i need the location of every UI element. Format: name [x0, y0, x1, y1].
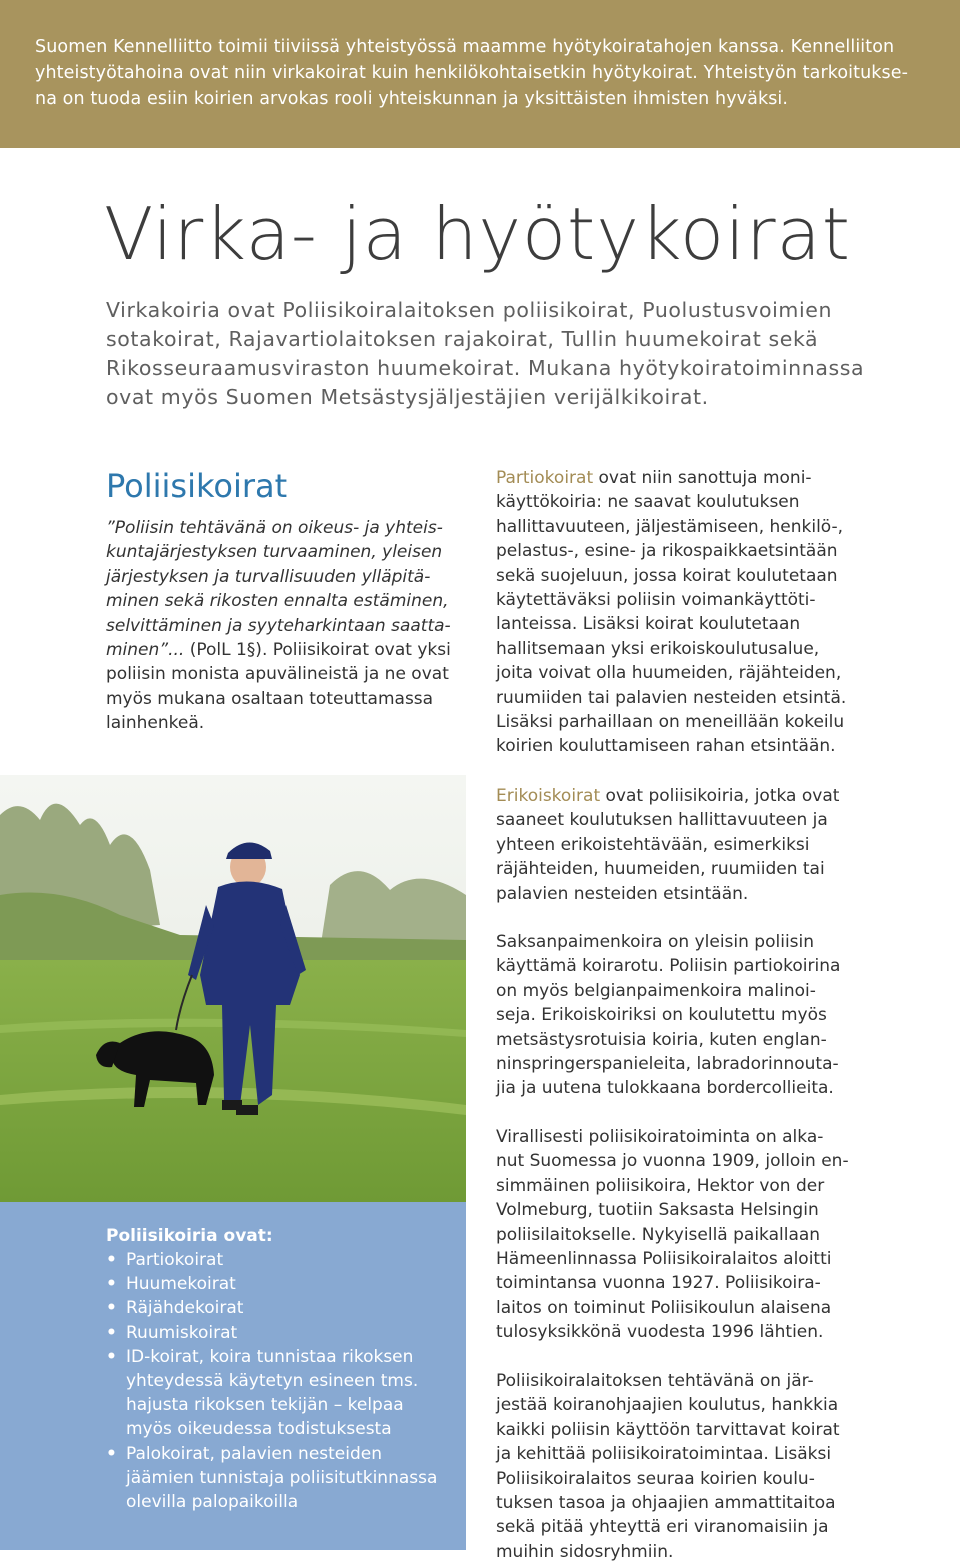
patrol-dogs-paragraph — [496, 466, 876, 759]
item-line: • Huumekoirat — [126, 1274, 236, 1295]
body-line: sekä pitää yhteyttä eri viranomaisiin ja — [496, 1517, 829, 1538]
intro-line: yhteistyötahoina ovat niin virkakoirat kuin henkilökohtaisetkin hyötykoirat. Yhteistyön tarkoitukse- — [35, 63, 909, 83]
lead-line: Rikosseuraamusviraston huumekoirat. Mukana hyötykoiratoiminnassa — [106, 356, 865, 380]
body-line: saaneet koulutuksen hallittavuuteen ja — [496, 810, 828, 831]
dog-type-list — [106, 1248, 466, 1514]
body-line: jia ja uutena tulokkaana bordercollieita. — [496, 1078, 834, 1099]
intro-banner — [0, 0, 960, 148]
photo-illustration — [0, 775, 466, 1202]
lead-line: Virkakoiria ovat Poliisikoiralaitoksen poliisikoirat, Puolustusvoimien — [106, 298, 833, 322]
body-line: sekä suojeluun, jossa koirat koulutetaan — [496, 565, 838, 586]
body-line: Volmeburg, tuotiin Saksasta Helsingin — [496, 1200, 819, 1221]
item-line: jäämien tunnistaja poliisitutkinnassa — [126, 1467, 438, 1488]
lead-line: sotakoirat, Rajavartiolaitoksen rajakoirat, Tullin huumekoirat sekä — [106, 327, 819, 351]
item-line: yhteydessä käytetyn esineen tms. — [126, 1371, 419, 1392]
item-line: hajusta rikoksen tekijän – kelpaa — [126, 1395, 404, 1416]
body-line: simmäinen poliisikoira, Hektor von der — [496, 1175, 825, 1196]
lead-line: ovat myös Suomen Metsästysjäljestäjien verijälkikoirat. — [106, 385, 709, 409]
body-line: käyttökoiria: ne saavat koulutuksen — [496, 492, 800, 513]
quote-line: selvittäminen ja syyteharkintaan saatta- — [106, 615, 451, 636]
body-line: koirien kouluttamiseen rahan etsintään. — [496, 736, 836, 757]
body-line — [496, 784, 876, 808]
quote-line: järjestyksen ja turvallisuuden ylläpitä- — [106, 566, 431, 587]
body-line: joita voivat olla huumeiden, räjähteiden, — [496, 663, 842, 684]
body-line: toimintansa vuonna 1927. Poliisikoira- — [496, 1273, 821, 1294]
body-line: lanteissa. Lisäksi koirat koulutetaan — [496, 614, 801, 635]
intro-line: Suomen Kennelliitto toimii tiiviissä yhteistyössä maamme hyötykoiratahojen kanssa. Kennelliiton — [35, 37, 895, 57]
quote-line: kuntajärjestyksen turvaaminen, yleisen — [106, 542, 443, 563]
term-special-dogs: Erikoiskoirat — [496, 786, 601, 806]
body-line: muihin sidosryhmiin. — [496, 1541, 674, 1562]
history-paragraph — [496, 1125, 876, 1345]
list-item — [106, 1442, 466, 1515]
list-item — [106, 1321, 466, 1345]
body-line: Lisäksi parhaillaan on meneillään kokeilu — [496, 712, 845, 733]
law-reference: (PolL 1§). Poliisikoirat ovat yksi — [184, 640, 451, 661]
list-item — [106, 1345, 466, 1442]
intro-text — [35, 34, 920, 112]
list-item — [106, 1248, 466, 1272]
body-line: tulosyksikkönä vuodesta 1996 lähtien. — [496, 1322, 824, 1343]
body-line: jestää koiranohjaajien koulutus, hankkia — [496, 1395, 839, 1416]
body-line — [496, 466, 876, 490]
body-line: Saksanpaimenkoira on yleisin poliisin — [496, 932, 815, 952]
body-line: käytettäväksi poliisin voimankäyttöti- — [496, 590, 816, 611]
body-line: on myös belgianpaimenkoira malinoi- — [496, 980, 816, 1001]
body-line: poliisin monista apuvälineistä ja ne ovat — [106, 664, 449, 685]
term-patrol-dogs: Partiokoirat — [496, 468, 594, 488]
quote-end: minen”... — [106, 640, 185, 661]
body-line: metsästysrotuisia koiria, kuten englan- — [496, 1029, 827, 1050]
body-line: ruumiiden tai palavien nesteiden etsintä. — [496, 687, 847, 708]
section-heading: Poliisikoirat — [106, 467, 288, 505]
law-quote-paragraph — [106, 516, 466, 736]
lead-paragraph — [106, 296, 906, 412]
list-item — [106, 1272, 466, 1296]
body-line: räjähteiden, huumeiden, ruumiiden tai — [496, 859, 825, 880]
police-dog-photo — [0, 775, 466, 1202]
intro-line: na on tuoda esiin koirien arvokas rooli yhteiskunnan ja yksittäisten ihmisten hyväksi. — [35, 89, 789, 109]
police-dog-types-box — [0, 1202, 466, 1550]
body-line: pelastus-, esine- ja rikospaikkaetsintään — [496, 541, 838, 562]
body-line: lainhenkeä. — [106, 713, 205, 734]
body-line: nut Suomessa jo vuonna 1909, jolloin en- — [496, 1151, 849, 1172]
body-line: Hämeenlinnassa Poliisikoiralaitos aloitti — [496, 1249, 832, 1270]
body-text: ovat niin sanottuja moni- — [593, 468, 812, 488]
body-line: myös mukana osaltaan toteuttamassa — [106, 688, 434, 709]
body-line: Virallisesti poliisikoiratoiminta on alka- — [496, 1127, 824, 1147]
body-line: Poliisikoiralaitos seuraa koirien koulu- — [496, 1468, 815, 1489]
list-item — [106, 1296, 466, 1320]
body-line: tuksen tasoa ja ohjaajien ammattitaitoa — [496, 1493, 836, 1514]
body-line: ja kehittää poliisikoiratoimintaa. Lisäksi — [496, 1444, 832, 1465]
item-line: • ID-koirat, koira tunnistaa rikoksen — [126, 1346, 414, 1367]
body-line: Poliisikoiralaitoksen tehtävänä on jär- — [496, 1371, 814, 1391]
body-line: poliisilaitokselle. Nykyisellä paikallaan — [496, 1224, 821, 1245]
body-line: hallitsemaan yksi erikoiskoulutusalue, — [496, 638, 820, 659]
body-line: seja. Erikoiskoiriksi on koulutettu myös — [496, 1005, 827, 1026]
box-title: Poliisikoiria ovat: — [106, 1226, 273, 1246]
special-dogs-paragraph — [496, 784, 876, 906]
item-line: • Räjähdekoirat — [126, 1298, 244, 1319]
item-line: • Palokoirat, palavien nesteiden — [126, 1443, 383, 1464]
body-text: ovat poliisikoiria, jotka ovat — [600, 786, 840, 806]
institute-tasks-paragraph — [496, 1369, 876, 1564]
body-line: hallittavuuteen, jäljestämiseen, henkilö-, — [496, 516, 844, 537]
item-line: myös oikeudessa todistuksesta — [126, 1419, 392, 1440]
body-line: laitos on toiminut Poliisikoulun alaisena — [496, 1297, 832, 1318]
item-line: • Partiokoirat — [126, 1250, 224, 1270]
body-line: yhteen erikoistehtävään, esimerkiksi — [496, 834, 810, 855]
quote-line: minen sekä rikosten ennalta estäminen, — [106, 591, 449, 612]
item-line: • Ruumiskoirat — [126, 1322, 238, 1343]
left-column — [106, 516, 466, 736]
item-line: olevilla palopaikoilla — [126, 1492, 299, 1513]
quote-end-line — [106, 638, 466, 662]
breeds-paragraph — [496, 930, 876, 1101]
quote-line: ”Poliisin tehtävänä on oikeus- ja yhteis- — [106, 518, 443, 538]
body-line: palavien nesteiden etsintään. — [496, 883, 749, 904]
page-title: Virka- ja hyötykoirat — [104, 192, 851, 276]
body-line: ninspringerspanieleita, labradorinnouta- — [496, 1054, 839, 1075]
body-line: kaikki poliisin käyttöön tarvittavat koirat — [496, 1419, 840, 1440]
body-line: käyttämä koirarotu. Poliisin partiokoirina — [496, 956, 841, 977]
